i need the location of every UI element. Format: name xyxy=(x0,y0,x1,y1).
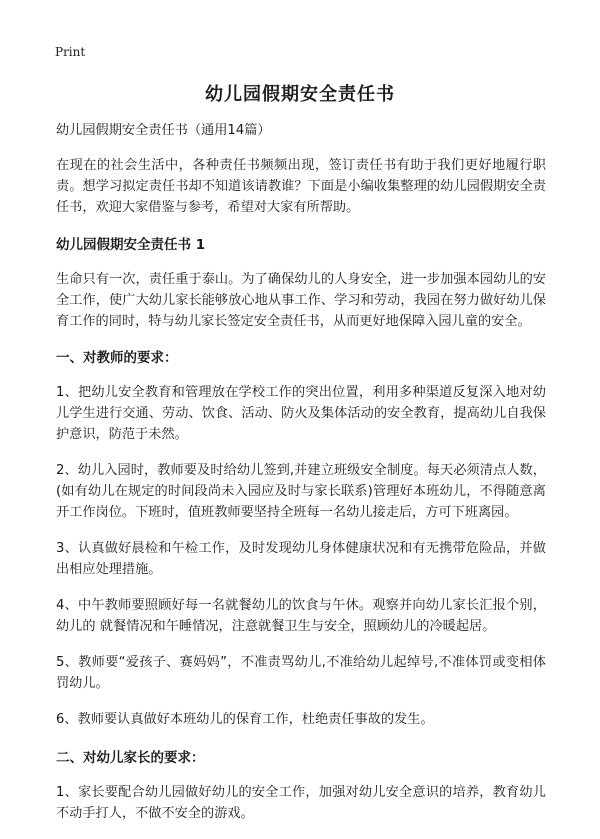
section-heading: 幼儿园假期安全责任书 1 xyxy=(56,237,206,253)
section-intro-paragraph: 生命只有一次，责任重于泰山。为了确保幼儿的人身安全，进一步加强本园幼儿的安全工作，使广大幼儿家长能够放心地从事工作、学习和劳动，我园在努力做好幼儿保育工作的同时，特与幼儿家长签定安全责任书，从而更好地保障入园儿童的安全。 xyxy=(56,272,546,329)
document-body xyxy=(56,120,546,839)
parent-item: 1、家长要配合幼儿园做好幼儿的安全工作，加强对幼儿安全意识的培养，教育幼儿不动手打人，不做不安全的游戏。 xyxy=(56,785,546,821)
document-title: 幼儿园假期安全责任书 xyxy=(205,84,395,105)
print-label: Print xyxy=(55,45,86,59)
parent-requirements-heading: 二、对幼儿家长的要求： xyxy=(56,750,205,766)
teacher-item: 4、中午教师要照顾好每一名就餐幼儿的饮食与午休。观察并向幼儿家长汇报个别，幼儿的 就餐情况和午睡情况，注意就餐卫生与安全，照顾幼儿的冷暖起居。 xyxy=(56,598,546,634)
intro-paragraph: 在现在的社会生活中，各种责任书频频出现，签订责任书有助于我们更好地履行职责。想学习拟定责任书却不知道该请教谁？下面是小编收集整理的幼儿园假期安全责任书，欢迎大家借鉴与参考，希望对大家有所帮助。 xyxy=(56,158,546,215)
teacher-item: 2、幼儿入园时，教师要及时给幼儿签到,并建立班级安全制度。每天必须清点人数，(如有幼儿在规定的时间段尚未入园应及时与家长联系)管理好本班幼儿，不得随意离开工作岗位。下班时，值班教师要坚持全班每一名幼儿接走后，方可下班离园。 xyxy=(56,463,546,520)
teacher-item: 5、教师要“爱孩子、赛妈妈”，不准责骂幼儿,不准给幼儿起绰号,不准体罚或变相体罚幼儿。 xyxy=(56,655,546,691)
document-subtitle: 幼儿园假期安全责任书（通用14篇） xyxy=(56,123,271,138)
teacher-item: 1、把幼儿安全教育和管理放在学校工作的突出位置，利用多种渠道反复深入地对幼儿学生进行交通、劳动、饮食、活动、防火及集体活动的安全教育，提高幼儿自我保护意识，防范于未然。 xyxy=(56,385,546,442)
teacher-item: 3、认真做好晨检和午检工作，及时发现幼儿身体健康状况和有无携带危险品，并做出相应处理措施。 xyxy=(56,541,546,577)
teacher-item: 6、教师要认真做好本班幼儿的保育工作，杜绝责任事故的发生。 xyxy=(56,712,434,727)
teacher-requirements-heading: 一、对教师的要求： xyxy=(56,350,178,366)
